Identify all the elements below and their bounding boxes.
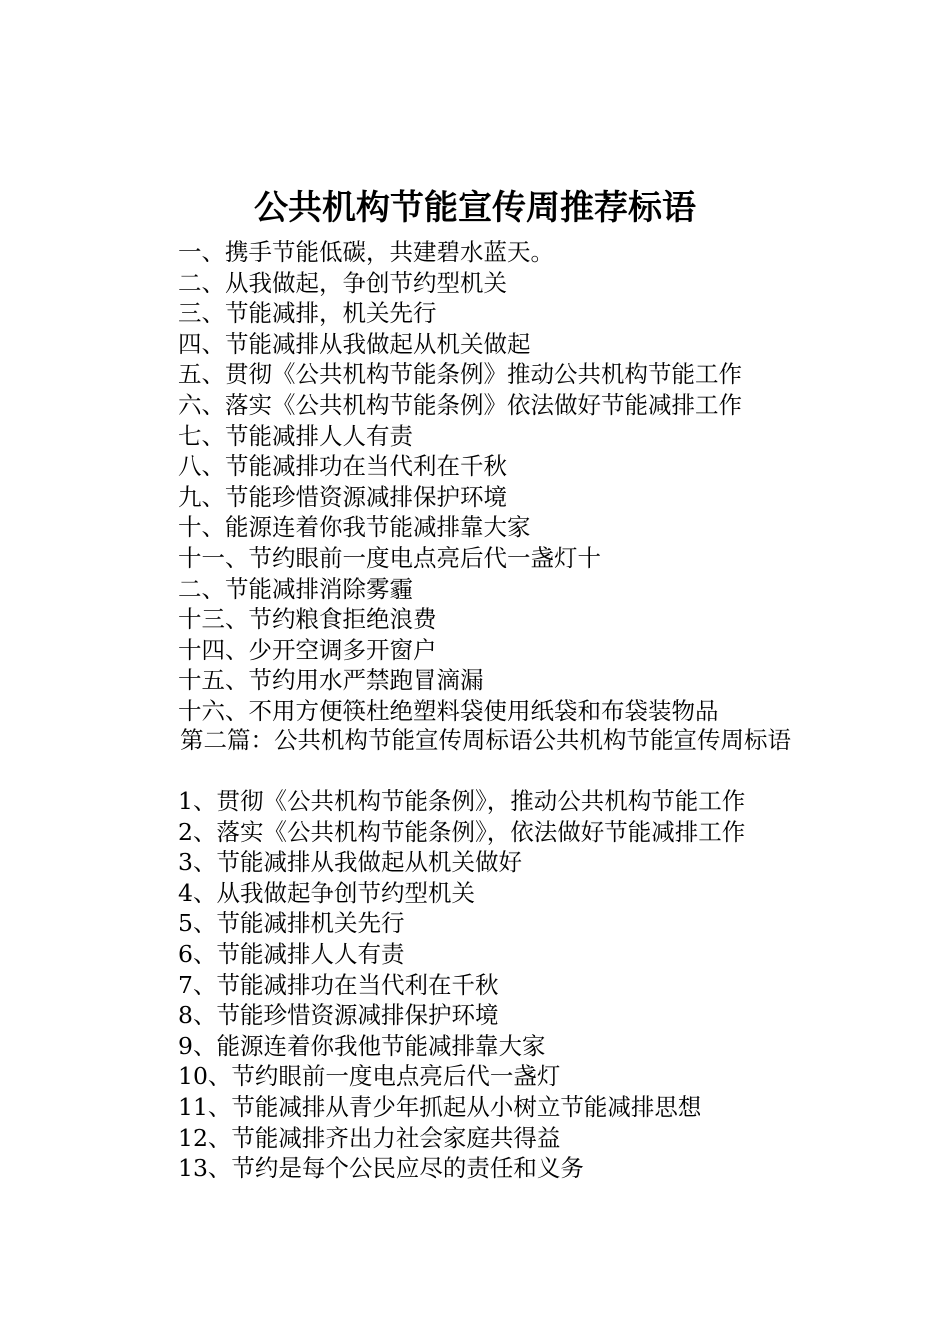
slogan-item: 1、贯彻《公共机构节能条例》，推动公共机构节能工作 — [178, 787, 746, 815]
slogan-item: 2、落实《公共机构节能条例》，依法做好节能减排工作 — [178, 817, 746, 846]
slogan-item: 一、携手节能低碳，共建碧水蓝天。 — [178, 238, 554, 266]
slogan-item: 12、节能减排齐出力社会家庭共得益 — [178, 1123, 561, 1152]
slogan-item: 二、节能减排消除雾霾 — [178, 574, 413, 603]
part2-heading: 第二篇：公共机构节能宣传周标语公共机构节能宣传周标语 — [180, 726, 791, 754]
slogan-item: 8、节能珍惜资源减排保护环境 — [178, 1001, 499, 1030]
slogan-item: 四、节能减排从我做起从机关做起 — [178, 329, 531, 358]
slogan-item: 十四、少开空调多开窗户 — [178, 635, 437, 664]
slogan-item: 10、节约眼前一度电点亮后代一盏灯 — [178, 1062, 561, 1091]
slogan-item: 二、从我做起，争创节约型机关 — [178, 268, 507, 297]
slogan-item: 五、贯彻《公共机构节能条例》推动公共机构节能工作 — [178, 360, 742, 389]
slogan-item: 7、节能减排功在当代利在千秋 — [178, 970, 499, 999]
slogan-item: 六、落实《公共机构节能条例》依法做好节能减排工作 — [178, 390, 742, 419]
slogan-item: 十五、节约用水严禁跑冒滴漏 — [178, 666, 484, 695]
slogan-item: 七、节能减排人人有责 — [178, 421, 413, 450]
slogan-item: 十六、不用方便筷杜绝塑料袋使用纸袋和布袋装物品 — [178, 696, 719, 725]
slogan-item: 八、节能减排功在当代利在千秋 — [178, 452, 507, 481]
slogan-item: 13、节约是每个公民应尽的责任和义务 — [178, 1154, 584, 1183]
slogan-list-part2 — [178, 786, 745, 1184]
slogan-item: 6、节能减排人人有责 — [178, 939, 405, 968]
document-title: 公共机构节能宣传周推荐标语 — [254, 188, 696, 228]
slogan-list-part1 — [178, 237, 742, 727]
slogan-item: 4、从我做起争创节约型机关 — [178, 878, 475, 907]
slogan-item: 十、能源连着你我节能减排靠大家 — [178, 513, 531, 542]
slogan-item: 十一、节约眼前一度电点亮后代一盏灯十 — [178, 543, 601, 572]
slogan-item: 三、节能减排，机关先行 — [178, 299, 437, 328]
slogan-item: 十三、节约粮食拒绝浪费 — [178, 605, 437, 634]
slogan-item: 9、能源连着你我他节能减排靠大家 — [178, 1031, 546, 1060]
slogan-item: 3、节能减排从我做起从机关做好 — [178, 848, 522, 877]
slogan-item: 11、节能减排从青少年抓起从小树立节能减排思想 — [178, 1092, 702, 1121]
slogan-item: 5、节能减排机关先行 — [178, 909, 405, 938]
slogan-item: 九、节能珍惜资源减排保护环境 — [178, 482, 507, 511]
